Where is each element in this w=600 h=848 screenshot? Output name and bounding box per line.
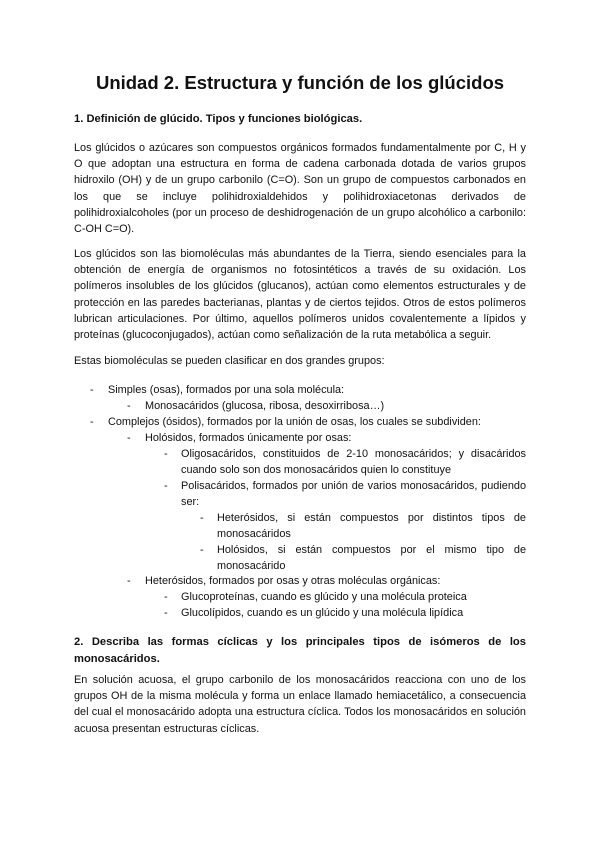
list-bullet: -	[164, 591, 168, 603]
list-bullet: -	[164, 480, 168, 492]
list-item-holosidos-sub: Holósidos, si están compuestos por el mismo tipo de monosacárido	[217, 544, 526, 573]
list-bullet: -	[164, 448, 168, 460]
list-bullet: -	[200, 544, 204, 556]
page-title: Unidad 2. Estructura y función de los glúcidos	[95, 72, 505, 93]
list-item-holosidos: Holósidos, formados únicamente por osas:	[145, 432, 352, 444]
list-item-glucolipidos: Glucolípidos, cuando es un glúcido y una molécula lipídica	[181, 607, 464, 619]
list-item-complejos: Complejos (ósidos), formados por la unión de osas, los cuales se subdividen:	[108, 416, 481, 428]
list-item-heterosidos-sub: Heterósidos, si están compuestos por distintos tipos de monosacáridos	[217, 512, 526, 541]
list-item-simples: Simples (osas), formados por una sola molécula:	[108, 384, 345, 396]
section-2-heading: 2. Describa las formas cíclicas y los principales tipos de isómeros de los monosacáridos.	[74, 636, 526, 665]
list-bullet: -	[127, 432, 131, 444]
paragraph-definition: Los glúcidos o azúcares son compuestos orgánicos formados fundamentalmente por C, H y O que adoptan una estructura en forma de cadena carbonada dotada de varios grupos hidroxilo (OH) y de un grupo carbonilo (C=O). Son un grupo de compuestos carbonados en los que se incluye polihidroxialdehidos y polihidroxiacetonas derivados de polihidroxialcoholes (por un proceso de deshidrogenación de un grupo alcohólico a carbonilo: C-OH C=O).	[74, 142, 526, 236]
list-bullet: -	[90, 384, 94, 396]
list-bullet: -	[164, 607, 168, 619]
list-item-polisacaridos: Polisacáridos, formados por unión de varios monosacáridos, pudiendo ser:	[181, 480, 526, 509]
list-item-glucoproteinas: Glucoproteínas, cuando es glúcido y una molécula proteica	[181, 591, 467, 603]
section-1-heading: 1. Definición de glúcido. Tipos y funciones biológicas.	[74, 113, 363, 125]
paragraph-classification: Estas biomoléculas se pueden clasificar en dos grandes grupos:	[74, 355, 385, 367]
list-bullet: -	[200, 512, 204, 524]
list-bullet: -	[90, 416, 94, 428]
paragraph-functions: Los glúcidos son las biomoléculas más abundantes de la Tierra, siendo esenciales para la obtención de energía de organismos no fotosintéticos a través de su oxidación. Los polímeros insolubles de los glúcidos (glucanos), actúan como elementos estructurales y de protección en las paredes bacterianas, plantas y de ciertos tejidos. Otros de estos polímeros lubrican articulaciones. Por último, aquellos polímeros unidos covalentemente a lípidos y proteínas (glucoconjugados), actúan como señalización de la ruta metabólica a seguir.	[74, 248, 526, 342]
list-bullet: -	[127, 575, 131, 587]
list-item-monosacaridos: Monosacáridos (glucosa, ribosa, desoxirribosa…)	[145, 400, 385, 412]
paragraph-cyclic-forms: En solución acuosa, el grupo carbonilo de los monosacáridos reacciona con uno de los grupos OH de la misma molécula y forma un enlace llamado hemiacetálico, a consecuencia del cual el monosacárido adopta una estructura cíclica. Todos los monosacáridos en solución acuosa presentan estructuras cíclicas.	[74, 674, 526, 735]
list-bullet: -	[127, 400, 131, 412]
list-item-heterosidos: Heterósidos, formados por osas y otras moléculas orgánicas:	[145, 575, 441, 587]
list-item-oligosacaridos: Oligosacáridos, constituidos de 2-10 monosacáridos; y disacáridos cuando solo son dos monosacáridos quien lo constituye	[181, 448, 526, 477]
